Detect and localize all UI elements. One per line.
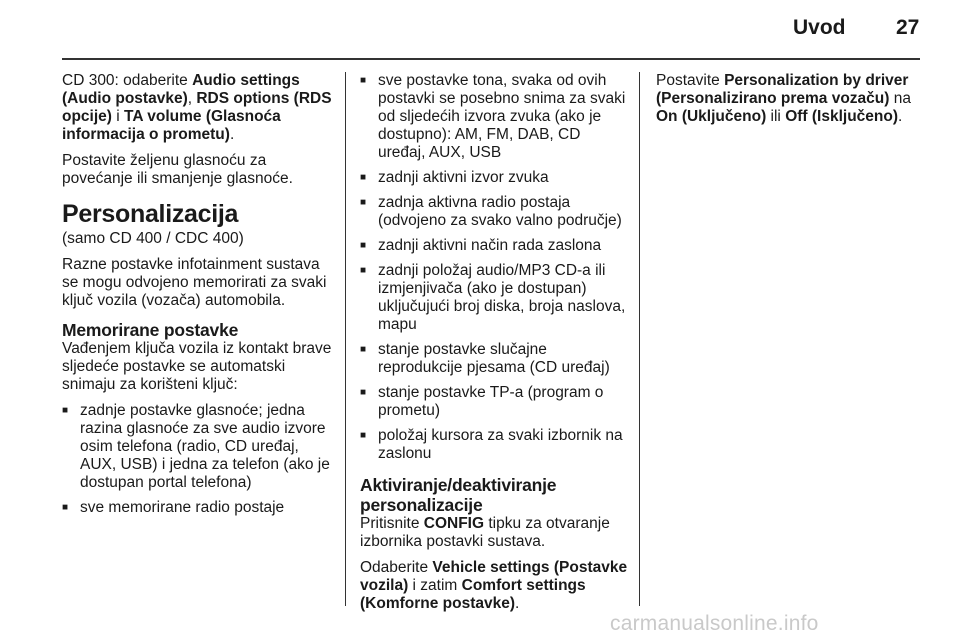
cd300-instruction: CD 300: odaberite Audio settings (Audio postavke), RDS options (RDS opcije) i TA volume (Glasnoća informacija o prometu).	[62, 72, 332, 143]
option-on: On (Uključeno)	[656, 108, 767, 125]
menu-rds-options: RDS options (RDS opcije)	[62, 90, 332, 125]
watermark: carmanualsonline.info	[610, 612, 819, 635]
column-divider	[639, 72, 640, 606]
menu-ta-volume: TA volume (Glasnoća informacija o prometu)	[62, 108, 281, 143]
list-item: ■ položaj kursora za svaki izbornik na zaslonu	[360, 427, 628, 463]
section-note: (samo CD 400 / CDC 400)	[62, 230, 244, 247]
menu-personalization-by-driver: Personalization by driver (Personalizirano prema vozaču)	[656, 72, 909, 107]
list-item: ■ stanje postavke TP-a (program o prometu)	[360, 384, 628, 420]
section-description: Razne postavke infotainment sustava se mogu odvojeno memorirati za svaki ključ vozila (vozača) automobila.	[62, 256, 327, 309]
column-left	[62, 72, 334, 524]
option-off: Off (Isključeno)	[785, 108, 899, 125]
personalization-instruction: Postavite Personalization by driver (Personalizirano prema vozaču) na On (Uključeno) ili Off (Isključeno).	[656, 72, 911, 125]
config-instruction: Pritisnite CONFIG tipku za otvaranje izbornika postavki sustava.	[360, 515, 610, 550]
page-number: 27	[896, 16, 920, 39]
page-header	[0, 0, 960, 62]
subsection-title-aktiviranje: Aktiviranje/deaktiviranje personalizacije	[360, 475, 557, 515]
subsection-title-memorirane: Memorirane postavke	[62, 320, 239, 340]
column-right	[656, 72, 926, 134]
column-middle	[360, 72, 628, 621]
volume-instruction: Postavite željenu glasnoću za povećanje ili smanjenje glasnoće.	[62, 152, 293, 187]
list-item: ■ zadnja aktivna radio postaja (odvojeno za svako valno područje)	[360, 194, 628, 230]
column-divider	[345, 72, 346, 606]
menu-vehicle-settings: Vehicle settings (Postavke vozila)	[360, 559, 628, 594]
section-title-personalizacija: Personalizacija	[62, 200, 239, 228]
menu-audio-settings: Audio settings (Audio postavke)	[62, 72, 300, 107]
config-button-label: CONFIG	[423, 515, 485, 532]
list-item: ■ stanje postavke slučajne reprodukcije pjesama (CD uređaj)	[360, 341, 628, 377]
memorized-settings-list-continued	[360, 72, 628, 463]
menu-comfort-settings: Comfort settings (Komforne postavke)	[360, 577, 586, 612]
memorized-settings-list	[62, 402, 334, 517]
list-item: ■ zadnji aktivni način rada zaslona	[360, 237, 628, 255]
list-item: ■ sve memorirane radio postaje	[62, 499, 334, 517]
list-item: ■ zadnji položaj audio/MP3 CD-a ili izmjenjivača (ako je dostupan) uključujući broj diska, broja naslova, mapu	[360, 262, 628, 334]
list-item: ■ zadnje postavke glasnoće; jedna razina glasnoće za sve audio izvore osim telefona (radio, CD uređaj, AUX, USB) i jedna za telefon (ako je dostupan portal telefona)	[62, 402, 334, 492]
header-rule	[62, 58, 920, 60]
vehicle-settings-instruction: Odaberite Vehicle settings (Postavke vozila) i zatim Comfort settings (Komforne postavke).	[360, 559, 628, 612]
subsection-description: Vađenjem ključa vozila iz kontakt brave sljedeće postavke se automatski snimaju za korišteni ključ:	[62, 340, 332, 393]
header-title: Uvod	[793, 16, 846, 39]
list-item: ■ sve postavke tona, svaka od ovih postavki se posebno snima za svaki od sljedećih izvora zvuka (ako je dostupno): AM, FM, DAB, CD uređaj, AUX, USB	[360, 72, 628, 162]
list-item: ■ zadnji aktivni izvor zvuka	[360, 169, 628, 187]
